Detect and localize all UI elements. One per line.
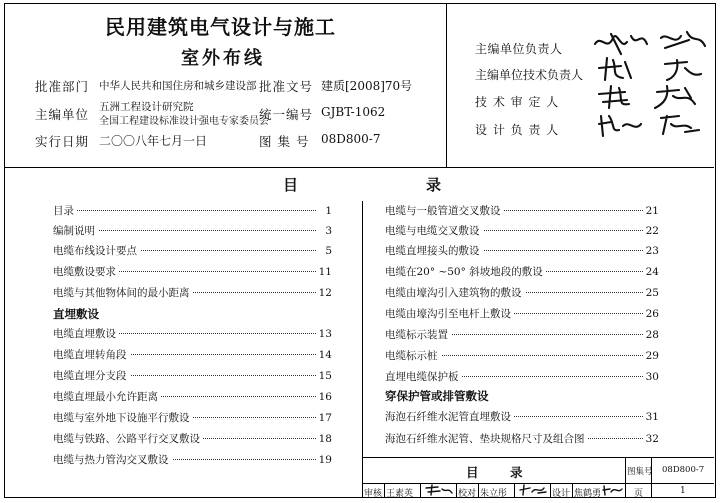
toc-entry-page: 31 <box>645 411 659 423</box>
review-signature <box>424 484 454 496</box>
editor-unit-label: 主编单位 <box>35 107 90 122</box>
doc-title-line1: 民用建筑电气设计与施工 <box>105 15 336 39</box>
toc-entry-page: 32 <box>645 433 659 445</box>
toc-entry-page: 13 <box>318 328 332 340</box>
toc-entry[interactable] <box>53 453 332 467</box>
toc-entry[interactable] <box>53 411 332 425</box>
title-block-cell <box>456 483 457 497</box>
toc-entry[interactable] <box>385 204 659 218</box>
toc-entry-label: 电缆与电缆交叉敷设 <box>385 224 483 238</box>
title-block-cell <box>384 483 385 497</box>
toc-entry[interactable] <box>53 432 332 446</box>
sheet-title-right: 录 <box>510 465 523 480</box>
toc-entry[interactable] <box>53 390 332 404</box>
toc-entry-label: 电缆由壕沟引至电杆上敷设 <box>385 307 514 321</box>
toc-entry-label: 电缆与其他物体间的最小距离 <box>53 286 193 300</box>
toc-entry-page: 14 <box>318 349 332 361</box>
toc-entry-label: 电缆直埋最小允许距离 <box>53 390 161 404</box>
approval-dept-value: 中华人民共和国住房和城乡建设部 <box>99 80 257 92</box>
unified-no-value: GJBT-1062 <box>321 105 386 119</box>
atlas-no-value-small: 08D800-7 <box>662 465 705 475</box>
toc-entry-label: 编制说明 <box>53 224 98 238</box>
header-bottom-line <box>5 167 714 168</box>
title-block-cell <box>420 483 421 497</box>
toc-column-divider <box>362 201 363 497</box>
toc-entry-page: 16 <box>318 391 332 403</box>
doc-title-line2: 室外布线 <box>181 48 265 69</box>
design-signature <box>602 484 624 496</box>
approval-doc-value: 建质[2008]70号 <box>321 79 413 93</box>
toc-entry-label: 直埋电缆保护板 <box>385 370 462 384</box>
toc-entry-label: 电缆在20° ~50° 斜坡地段的敷设 <box>385 265 546 279</box>
editor-unit-line1: 五洲工程设计研究院 <box>99 101 194 113</box>
toc-entry-label: 海泡石纤维水泥管直埋敷设 <box>385 410 514 424</box>
signature-tech-reviewer <box>595 82 705 112</box>
toc-heading-right: 录 <box>426 176 442 194</box>
toc-entry[interactable] <box>385 370 659 384</box>
editor-unit-line2: 全国工程建设标准设计强电专家委员会 <box>99 116 269 127</box>
toc-entry-page: 23 <box>645 245 659 257</box>
title-block-top-line <box>362 457 714 458</box>
toc-entry[interactable] <box>53 244 332 258</box>
toc-entry-label: 目录 <box>53 204 77 218</box>
title-block-divider <box>625 457 626 497</box>
page-value: 1 <box>680 486 686 496</box>
toc-entry-label: 电缆布线设计要点 <box>53 244 140 258</box>
toc-entry-label: 电缆与一般管道交叉敷设 <box>385 204 504 218</box>
title-block <box>362 457 714 497</box>
role-chief-unit-head: 主编单位负责人 <box>475 42 563 56</box>
impl-date-value: 二〇〇八年七月一日 <box>99 134 208 148</box>
toc-entry-page: 28 <box>645 329 659 341</box>
toc-entry-page: 12 <box>318 287 332 299</box>
sheet-title-left: 目 <box>466 465 479 480</box>
toc-heading-left: 目 <box>283 176 299 194</box>
check-label: 校对 <box>458 489 477 499</box>
toc-entry-label: 电缆直埋分支段 <box>53 369 130 383</box>
toc-entry-page: 17 <box>318 412 332 424</box>
toc-entry-page: 22 <box>645 225 659 237</box>
toc-entry[interactable] <box>53 224 332 238</box>
title-block-divider <box>651 457 652 497</box>
toc-entry-page: 1 <box>318 204 332 218</box>
toc-entry[interactable] <box>53 286 332 300</box>
toc-entry-label: 电缆与铁路、公路平行交叉敷设 <box>53 432 203 446</box>
atlas-no-label-small: 图集号 <box>627 467 653 477</box>
title-block-cell <box>572 483 573 497</box>
toc-entry[interactable] <box>385 224 659 238</box>
approval-doc-label: 批准文号 <box>259 79 314 94</box>
toc-entry[interactable] <box>53 265 332 279</box>
toc-entry-label: 海泡石纤维水泥管、垫块规格尺寸及组合图 <box>385 432 588 446</box>
toc-entry-label: 电缆标示桩 <box>385 349 441 363</box>
title-block-cell <box>514 483 515 497</box>
drawing-sheet <box>4 3 716 498</box>
check-name: 朱立彤 <box>480 489 508 499</box>
unified-no-label: 统一编号 <box>259 107 314 122</box>
design-label: 设计 <box>552 489 571 499</box>
impl-date-label: 实行日期 <box>35 134 90 149</box>
title-block-cell <box>550 483 551 497</box>
toc-entry-page: 3 <box>318 224 332 238</box>
toc-entry[interactable] <box>53 348 332 362</box>
toc-entry-page: 30 <box>645 371 659 383</box>
toc-entry[interactable] <box>385 307 659 321</box>
signature-design-head <box>595 110 705 140</box>
toc-entry-page: 11 <box>318 266 332 278</box>
toc-entry-page: 25 <box>645 287 659 299</box>
toc-entry-label: 电缆与室外地下设施平行敷设 <box>53 411 193 425</box>
toc-entry-page: 15 <box>318 370 332 382</box>
signature-chief-unit-tech-head <box>595 54 705 84</box>
review-name: 王素英 <box>386 489 414 499</box>
toc-section-heading: 直埋敷设 <box>53 307 99 321</box>
toc-entry-page: 29 <box>645 350 659 362</box>
toc-entry-label: 电缆由壕沟引入建筑物的敷设 <box>385 286 525 300</box>
toc-entry[interactable] <box>385 328 659 342</box>
toc-entry-page: 24 <box>645 266 659 278</box>
toc-entry[interactable] <box>53 204 332 218</box>
toc-entry[interactable] <box>53 327 332 341</box>
toc-section-heading: 穿保护管或排管敷设 <box>385 389 489 403</box>
role-tech-reviewer: 技 术 审 定 人 <box>475 95 560 109</box>
atlas-no-value: 08D800-7 <box>321 132 381 146</box>
role-chief-unit-tech-head: 主编单位技术负责人 <box>475 68 584 82</box>
toc-entry-label: 电缆标示装置 <box>385 328 451 342</box>
toc-entry-label: 电缆直埋接头的敷设 <box>385 244 483 258</box>
approval-dept-label: 批准部门 <box>35 79 90 94</box>
toc-entry[interactable] <box>385 265 659 279</box>
check-signature <box>518 484 548 496</box>
page-label: 页 <box>634 489 644 499</box>
toc-entry-label: 电缆敷设要求 <box>53 265 119 279</box>
toc-entry[interactable] <box>53 369 332 383</box>
design-name: 焦鹤勇 <box>574 489 602 499</box>
toc-entry-label: 电缆直埋转角段 <box>53 348 130 362</box>
role-design-head: 设 计 负 责 人 <box>475 123 560 137</box>
toc-entry[interactable] <box>385 432 659 446</box>
toc-entry[interactable] <box>385 244 659 258</box>
toc-entry-label: 电缆直埋敷设 <box>53 327 119 341</box>
toc-entry-page: 18 <box>318 433 332 445</box>
toc-entry[interactable] <box>385 286 659 300</box>
toc-entry-label: 电缆与热力管沟交叉敷设 <box>53 453 172 467</box>
toc-entry-page: 26 <box>645 308 659 320</box>
toc-entry-page: 19 <box>318 454 332 466</box>
toc-entry[interactable] <box>385 410 659 424</box>
toc-entry-page: 21 <box>645 205 659 217</box>
toc-entry-page: 5 <box>318 244 332 258</box>
header-divider-vertical <box>446 4 447 167</box>
title-block-cell <box>478 483 479 497</box>
atlas-no-label: 图 集 号 <box>259 134 310 149</box>
review-label: 审核 <box>364 489 383 499</box>
toc-entry[interactable] <box>385 349 659 363</box>
